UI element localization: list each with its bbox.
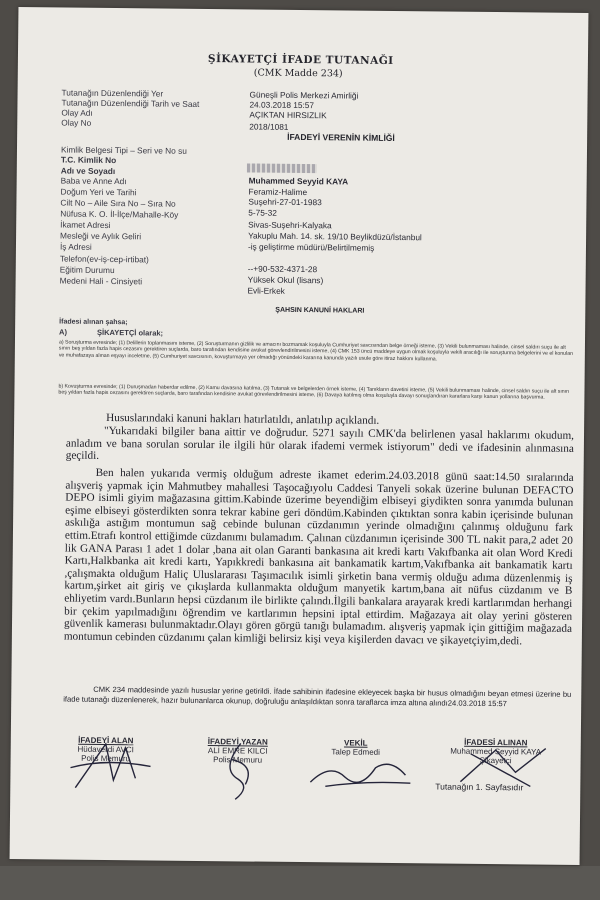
statement-closing: CMK 234 maddesinde yazılı hususlar yerine getirildi. İfade sahibinin ifadesine ekleyecek başka bir husus olmadığını beyan etmesi üzerine bu ifade tutanağı düzenlenerek, hazır bulunanlarca okunup, doğruluğu anlaşıldıktan sonra taraflarca imza altına alındı24.03.2018 15:57 (63, 684, 572, 708)
signature-title: VEKİL (343, 738, 368, 748)
identity-label: Medeni Hali - Cinsiyeti (59, 275, 143, 287)
signature-role: Şikayetçi (479, 755, 512, 766)
identity-heading: İFADEYİ VERENİN KİMLİĞİ (287, 131, 395, 143)
meta-label-place: Tutanağın Düzenlendiği Yer (61, 87, 164, 99)
identity-value-job: -iş geliştirme müdürü/Belirtilmemiş (247, 241, 375, 253)
identity-label: T.C. Kimlik No (60, 154, 117, 166)
table-surface (0, 866, 600, 900)
meta-value-place: Güneşli Polis Merkezi Amirliği (249, 89, 359, 101)
document-title: ŞİKAYETÇİ İFADE TUTANAĞI (207, 53, 394, 67)
meta-label-event: Olay Adı (61, 107, 93, 118)
signature-title: İFADESİ ALINAN (464, 737, 528, 748)
signature-role: Polis Memuru (81, 753, 131, 764)
document-page (10, 7, 589, 865)
identity-label: Eğitim Durumu (59, 264, 115, 276)
identity-label: İş Adresi (59, 241, 92, 252)
identity-value-parents: Feramiz-Halime (248, 186, 308, 198)
rights-paragraph-b: b) Kovuşturma evresinde; (1) Duruşmadan haberdar edilme, (2) Kamu davasına katılma, (3) Tutanak ve belgelerden örnek isteme, (4) Tanıkların davetini isteme, (5) Vekili bulunmaması halinde, cinsel saldırı suçu ile alt sınırı beş yıldan fazla hapis cezasını gerektiren suçlarda, baro tarafından kendisine avukat görevlendirilmesini isteme, (6) Davaya katılmış olma koşuluyla davayı sonuçlandıran kararlara karşı kanun yollarına başvurma. (58, 383, 570, 401)
identity-value-hometown: Sivas-Suşehri-Kalyaka (248, 219, 332, 231)
rights-intro: İfadesi alınan şahsa; (59, 318, 128, 327)
page-footer: Tutanağın 1. Sayfasıdır (435, 781, 524, 793)
identity-label: Cilt No – Aile Sıra No – Sıra No (60, 197, 176, 209)
identity-value-name: Muhammed Seyyid KAYA (248, 175, 349, 187)
identity-label: Doğum Yeri ve Tarihi (60, 186, 137, 198)
signature-name: Muhammed Seyyid KAYA (450, 746, 542, 757)
identity-label: Baba ve Anne Adı (60, 175, 127, 187)
document-subtitle: (CMK Madde 234) (253, 67, 343, 80)
signature-title: İFADEYİ ALAN (78, 735, 134, 746)
rights-section-a-label: A) (59, 327, 68, 337)
meta-label-event-no: Olay No (61, 117, 92, 128)
statement-rights-reminded: Hususlarındaki kanuni hakları hatırlatıldı, anlatılıp açıklandı. (106, 411, 380, 427)
rights-section-a-title: ŞİKAYETÇİ olarak; (97, 327, 164, 338)
redacted-id-number (247, 163, 317, 173)
rights-paragraph-a: a) Soruşturma evresinde; (1) Delillerin toplanmasını isteme, (2) Soruşturmanın gizlilik ve amacını bozmamak koşuluyla Cumhuriyet savcısından belge örneği isteme, (3) Vekili bulunmaması halinde, cinsel saldırı suçu ile alt sınırı beş yıldan fazla hapis cezasını gerektiren suçlarda, baro tarafından kendisine avukat görevlendirilmesini isteme, (4) CMK 153 üncü maddeye uygun olmak koşuluyla vekili aracılığı ile soruşturma belgelerini ve el konulan ve muhafazaya alınan eşyayı inceletme, (5) Cumhuriyet savcısının, kovuşturmaya yer olmadığı yönündeki kararına kanunda yazılı usule göre itiraz hakkını kullanma. (58, 339, 574, 363)
meta-value-datetime: 24.03.2018 15:57 (249, 99, 315, 111)
identity-label: İkamet Adresi (60, 219, 111, 231)
statement-main: Ben halen yukarıda vermiş olduğum adreste ikamet ederim.24.03.2018 günü saat:14.50 sıralarında alışveriş yapmak için Mahmutbey mahallesi Taşocağıyolu Caddesi Tanyeli sokak üzerine bulunan DEFACTO DEPO isimli giyim mağazasına gittim.Kabinde üzerime beyendiğim elbiseyi giydikten sonra yanımda bulunan eşime elbiseyi gösterdikten sonra tekrar kabine geri döndüm.Kabinden çıktıktan sonra kabin içerisinde bulunan askılığa astığım montumun sağ cebinde bulunan cüzdanımın yerinde olmadığını çalınmış olduğunu fark ettim.Etrafı kontrol ettiğimde cüzdanımı bulamadım. Çalınan cüzdanımın içerisinde 300 TL nakit para,2 adet 20 lik GANA Parası 1 adet 1 dolar ,bana ait olan Garanti bankasına ait kredi kartı Vakıfbanka ait olan Word Kredi Kartı,Halkbanka ait kredi kartı, Yapıkkredi bankasına ait bankamatik kartım,Vakıfbanka ait bankamatik kartı ,çalışmakta olduğum Haliç Uluslararası Taşımacılık isimli şirketin bana vermiş olduğu adıma düzenlenmiş iş kartım,şirket ait giriş ve çıkışlarda kullanmakta olduğum manyetik kartım,bana ait nüfus cüzdanım ve B ehliyetim vardı.Bunların hepsi cüzdanım ile birlikte çalındı.İlgili bankalara arayarak kredi kartlarımdan herhangi bir çekim yapılmadığını öğrendim ve kartlarımın hepsini iptal ettirdim. Mağazaya ait olay yerini gösteren güvenlik kamerası bulunmaktadır.Olayı gören görgü tanığı bulamadım. alışveriş yapmak için gittiğim mağazada montumun cebinden cüzdanımı çalan kimliği belirsiz kişi veya kişilerden davacı ve şikayetçiyim,dedi. (63, 466, 574, 648)
identity-label: Nüfusa K. O. İl-İlçe/Mahalle-Köy (60, 208, 179, 220)
identity-value-marital: Evli-Erkek (247, 285, 285, 296)
handwritten-signature-icon (305, 752, 415, 793)
signature-name: Talep Edmedi (331, 747, 380, 757)
identity-label: Telefon(ev-iş-cep-irtibat) (59, 253, 149, 265)
identity-value-address: Yakuplu Mah. 14. sk. 19/10 Beylikdüzü/İstanbul (248, 230, 422, 243)
identity-label: Kimlik Belgesi Tipi – Seri ve No su (60, 144, 187, 156)
meta-label-datetime: Tutanağın Düzenlendiği Tarih ve Saat (61, 97, 200, 109)
handwritten-signature-icon (65, 738, 156, 799)
signature-name: Hüdaverdi AVCI (77, 744, 134, 755)
meta-value-event: AÇIKTAN HIRSIZLIK (249, 109, 327, 121)
identity-label: Mesleği ve Aylık Geliri (60, 230, 142, 242)
identity-value-birth: Suşehri-27-01-1983 (248, 196, 322, 208)
signature-name: ALİ EMRE KILCI (207, 746, 268, 756)
identity-value-phone: --+90-532-4371-28 (247, 263, 318, 275)
statement-consent: "Yukarıdaki bilgiler bana aittir ve doğrudur. 5271 sayılı CMK'da belirlenen yasal haklarımı okudum, anladım ve bana sorulan sorular ile ilgili hür olarak ifademi vermek istiyorum" dedi ve ifadesinin alınmasına geçildi. (65, 424, 575, 463)
rights-heading: ŞAHSIN KANUNİ HAKLARI (275, 306, 365, 315)
meta-value-event-no: 2018/1081 (249, 121, 289, 132)
identity-value-registry: 5-75-32 (248, 207, 277, 218)
identity-value-education: Yüksek Okul (lisans) (247, 274, 324, 286)
identity-label: Adı ve Soyadı (60, 165, 116, 177)
signature-title: İFADEYİ YAZAN (207, 737, 268, 747)
handwritten-signature-icon (210, 739, 271, 810)
signature-role: Polis Memuru (213, 755, 263, 765)
